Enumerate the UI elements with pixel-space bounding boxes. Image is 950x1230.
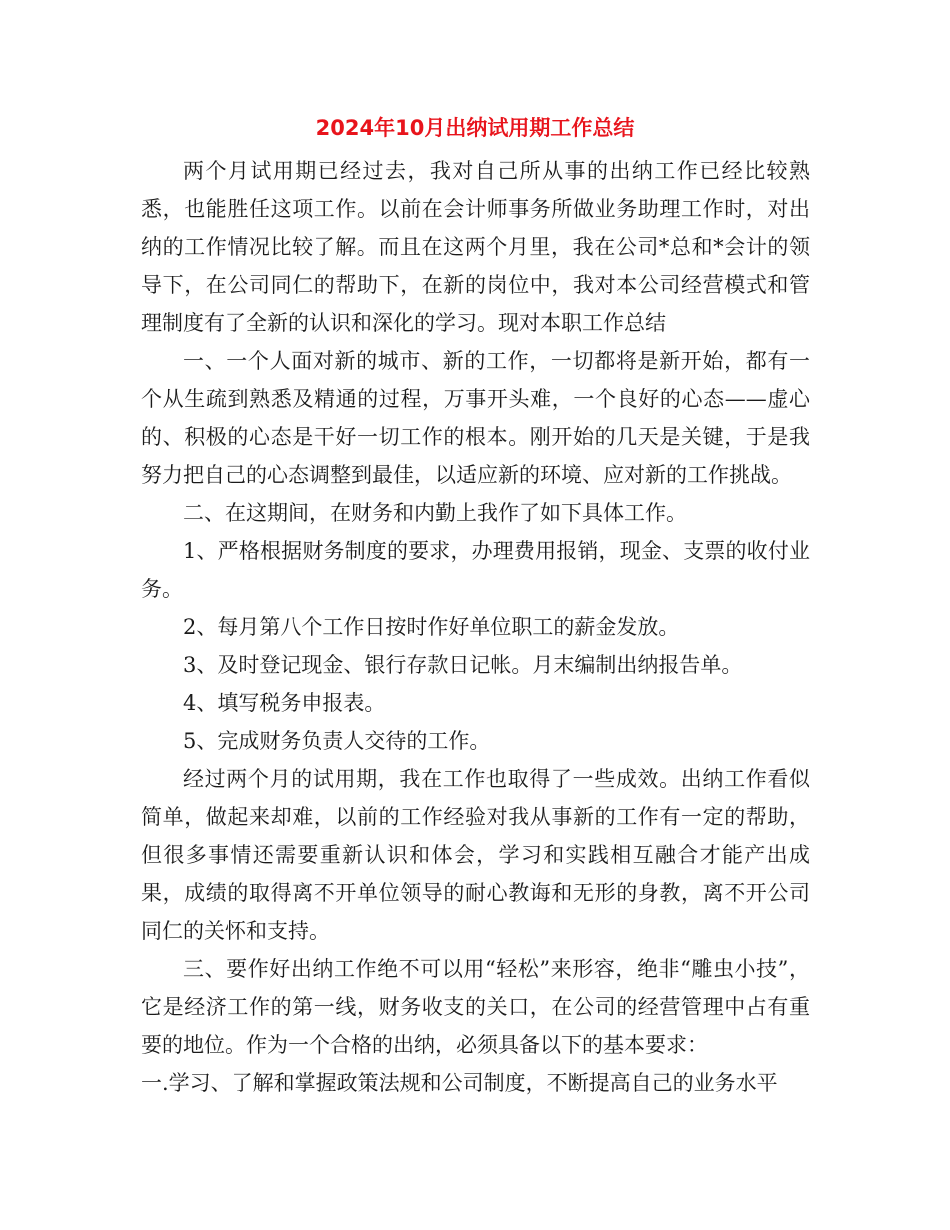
paragraph-section-2: 二、在这期间，在财务和内勤上我作了如下具体工作。 — [183, 501, 687, 525]
paragraph-section-3: 三、要作好出纳工作绝不可以用“轻松”来形容，绝非“雕虫小技”，它是经济工作的第一线，财务收支的关口，在公司的经营管理中占有重要的地位。作为一个合格的出纳，必须具备以下的基本要求： — [141, 957, 810, 1057]
paragraph-results: 经过两个月的试用期，我在工作也取得了一些成效。出纳工作看似简单，做起来却难，以前的工作经验对我从事新的工作有一定的帮助，但很多事情还需要重新认识和体会，学习和实践相互融合才能产出成果，成绩的取得离不开单位领导的耐心教诲和无形的身教，离不开公司同仁的关怀和支持。 — [141, 767, 810, 943]
paragraph-item-1: 1、严格根据财务制度的要求，办理费用报销，现金、支票的收付业务。 — [141, 539, 810, 601]
paragraph-item-5: 5、完成财务负责人交待的工作。 — [183, 729, 491, 753]
paragraph-item-2: 2、每月第八个工作日按时作好单位职工的薪金发放。 — [183, 615, 680, 639]
paragraph-item-3: 3、及时登记现金、银行存款日记帐。月末编制出纳报告单。 — [183, 653, 743, 677]
document-title: 2024年10月出纳试用期工作总结 — [315, 116, 635, 140]
paragraph-requirement-1: 一.学习、了解和掌握政策法规和公司制度，不断提高自己的业务水平 — [141, 1071, 778, 1095]
paragraph-section-1: 一、一个人面对新的城市、新的工作，一切都将是新开始，都有一个从生疏到熟悉及精通的过程，万事开头难，一个良好的心态——虚心的、积极的心态是干好一切工作的根本。刚开始的几天是关键，于是我努力把自己的心态调整到最佳，以适应新的环境、应对新的工作挑战。 — [141, 349, 810, 487]
paragraph-item-4: 4、填写税务申报表。 — [183, 691, 386, 715]
paragraph-intro: 两个月试用期已经过去，我对自己所从事的出纳工作已经比较熟悉，也能胜任这项工作。以前在会计师事务所做业务助理工作时，对出纳的工作情况比较了解。而且在这两个月里，我在公司*总和*会计的领导下，在公司同仁的帮助下，在新的岗位中，我对本公司经营模式和管理制度有了全新的认识和深化的学习。现对本职工作总结 — [141, 159, 810, 335]
document-body — [141, 152, 810, 1102]
